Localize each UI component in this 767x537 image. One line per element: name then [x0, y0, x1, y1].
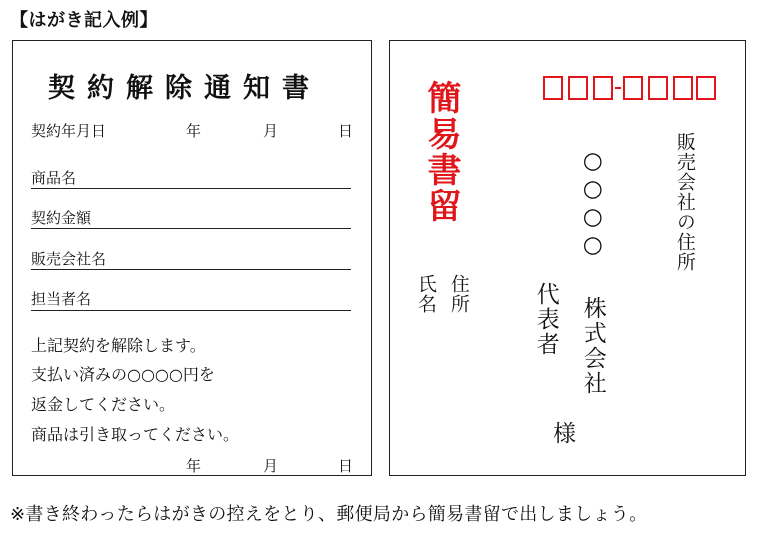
sign-year-label: 年	[186, 457, 202, 475]
amount-label: 契約金額	[31, 209, 92, 227]
address-placeholder: ○○○○	[579, 148, 606, 260]
contract-month-label: 月	[263, 122, 279, 140]
contract-year-label: 年	[186, 122, 202, 140]
person-label: 担当者名	[31, 290, 92, 308]
person-line	[31, 310, 351, 311]
postal-code-box	[696, 76, 716, 100]
sender-address-label: 住所	[447, 274, 470, 314]
contract-day-label: 日	[338, 122, 354, 140]
section-title: 【はがき記入例】	[10, 10, 158, 31]
product-label: 商品名	[31, 169, 77, 187]
honorific: 様	[553, 421, 578, 447]
contract-date-label: 契約年月日	[31, 122, 107, 140]
seller-label: 販売会社名	[31, 250, 107, 268]
postal-code-box	[568, 76, 588, 100]
postal-code-box	[648, 76, 668, 100]
registered-mail-stamp: 簡易書留	[421, 80, 461, 224]
company-name: 株式会社	[579, 296, 606, 396]
footnote: ※書き終わったらはがきの控えをとり、郵便局から簡易書留で出しましょう。	[10, 504, 648, 525]
amount-line	[31, 228, 351, 229]
seller-line	[31, 269, 351, 270]
postal-code-box	[673, 76, 693, 100]
sign-month-label: 月	[263, 457, 279, 475]
sign-day-label: 日	[338, 457, 354, 475]
postal-code-box	[623, 76, 643, 100]
document-title: 契約解除通知書	[48, 73, 321, 104]
message-line-1: 上記契約を解除します。	[31, 336, 206, 355]
message-line-3: 返金してください。	[31, 395, 176, 414]
message-line-2: 支払い済みの○○○○円を	[31, 365, 215, 384]
seller-address: 販売会社の住所	[673, 132, 696, 272]
message-line-4: 商品は引き取ってください。	[31, 425, 240, 444]
postal-code-box	[593, 76, 613, 100]
postal-code-box	[543, 76, 563, 100]
sender-name-label: 氏名	[414, 274, 437, 314]
product-line	[31, 188, 351, 189]
representative-title: 代表者	[532, 282, 559, 357]
postal-code-hyphen	[615, 87, 621, 89]
